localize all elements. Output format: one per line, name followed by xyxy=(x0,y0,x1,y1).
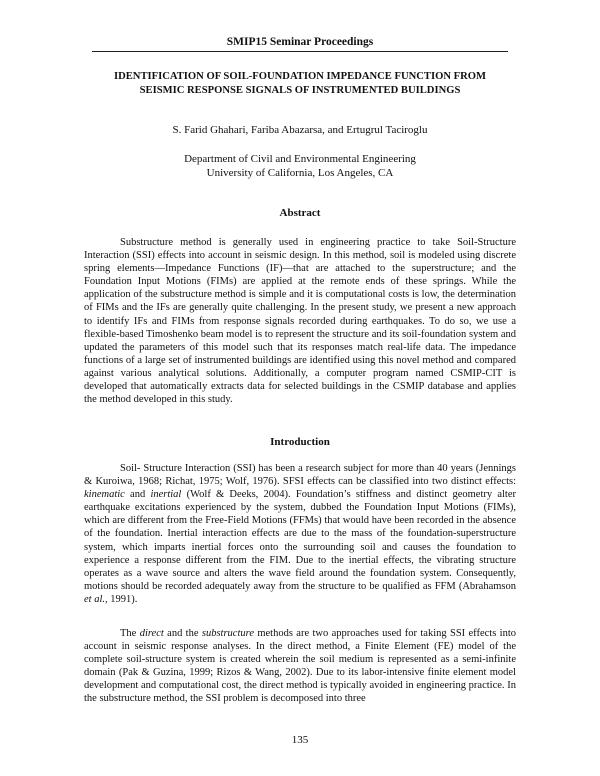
intro-p2-text-c: methods are two approaches used for taking SSI effects into account in seismic response analyses. In the direct method, a Finite Element (FE) model of the complete soil-structure system is created wherein the soil medium is represented as a semi-infinite domain (Pak & Guzina, 1999; Rizos & Wang, 2002). Due to its labor-intensive finite element model development and computational cost, the direct method is typically avoided in engineering practice. In the substructure method, the SSI problem is decomposed into three xyxy=(84,628,516,705)
intro-p1-inertial: inertial xyxy=(150,489,182,501)
title-line-2: SEISMIC RESPONSE SIGNALS OF INSTRUMENTED BUILDINGS xyxy=(139,84,461,96)
intro-p2-substructure: substructure xyxy=(201,628,254,639)
affiliation-university: University of California, Los Angeles, CA xyxy=(206,166,394,179)
intro-p1-text-a: Soil- Structure Interaction (SSI) has been a research subject for more than 40 years (Jennings & Kuroiwa, 1968; Richat, 1975; Wolf, 1976). SFSI effects can be classified into two distinct effects: xyxy=(84,463,516,488)
intro-paragraph-2 xyxy=(84,627,516,706)
intro-p2-text-a: The xyxy=(120,628,140,639)
affiliation-department: Department of Civil and Environmental Engineering xyxy=(184,153,416,165)
page-number: 135 xyxy=(291,734,309,746)
intro-p2-text-b: and the xyxy=(163,628,202,639)
intro-p1-text-c: , 1991). xyxy=(105,593,138,605)
header-rule xyxy=(92,51,508,52)
intro-p1-kinematic: kinematic xyxy=(84,489,125,501)
abstract-heading: Abstract xyxy=(279,207,321,219)
intro-p1-etal: et al. xyxy=(84,593,105,605)
intro-p1-and: and xyxy=(124,489,151,501)
intro-paragraph-1 xyxy=(84,462,516,606)
intro-p1-text-b: (Wolf & Deeks, 2004). Foundation’s stiffness and distinct geometry alter earthquake excitations experienced by the system, dubbed the Foundation Input Motions (FIMs), which are different from the Free-Field Motions (FFMs) that would have been recorded in the absence of the foundation. Inertial interaction effects are due to the mass of the foundation-superstructure system, which imparts inertial forces onto the surrounding soil and causes the foundation to experience a response different from the FIM. Due to the inertial effects, the vibrating structure operates as a wave source and alters the wave field around the foundation system. Consequently, motions should be recorded adequately away from the structure to be qualified as FFM (Abrahamson xyxy=(84,489,516,592)
affiliation xyxy=(0,153,600,180)
running-header: SMIP15 Seminar Proceedings xyxy=(226,36,374,48)
author-list: S. Farid Ghahari, Fariba Abazarsa, and Ertugrul Taciroglu xyxy=(172,124,428,136)
introduction-heading: Introduction xyxy=(270,436,330,448)
title-line-1: IDENTIFICATION OF SOIL-FOUNDATION IMPEDANCE FUNCTION FROM xyxy=(113,71,487,82)
intro-p2-direct: direct xyxy=(139,628,164,639)
paper-title xyxy=(80,70,520,97)
abstract-text: Substructure method is generally used in engineering practice to take Soil-Structure Interaction (SSI) effects into account in seismic design. In this method, soil is modeled using discrete spring elements—Impedance Functions (IF)—that are attached to the superstructure; and the Foundation Input Motions (FIMs) are applied at the remote ends of these springs. While the application of the substructure method is simple and it is computational costs is low, the determination of FIMs and the IFs are generally quite challenging. In the present study, we present a new approach to identify IFs and FIMs from response signals recorded during earthquakes. To do so, we use a flexible-based Timoshenko beam model is to represent the structure and its soil-foundation system and updated the parameters of this model such that its responses match real-life data. The impedance functions of a large set of instrumented buildings are identified using this novel method and compared against various analytical solutions. Additionally, a computer program named CSMIP-CIT is developed that automatically extracts data for selected buildings in the CSMIP database and applies the method developed in this study. xyxy=(84,237,516,406)
